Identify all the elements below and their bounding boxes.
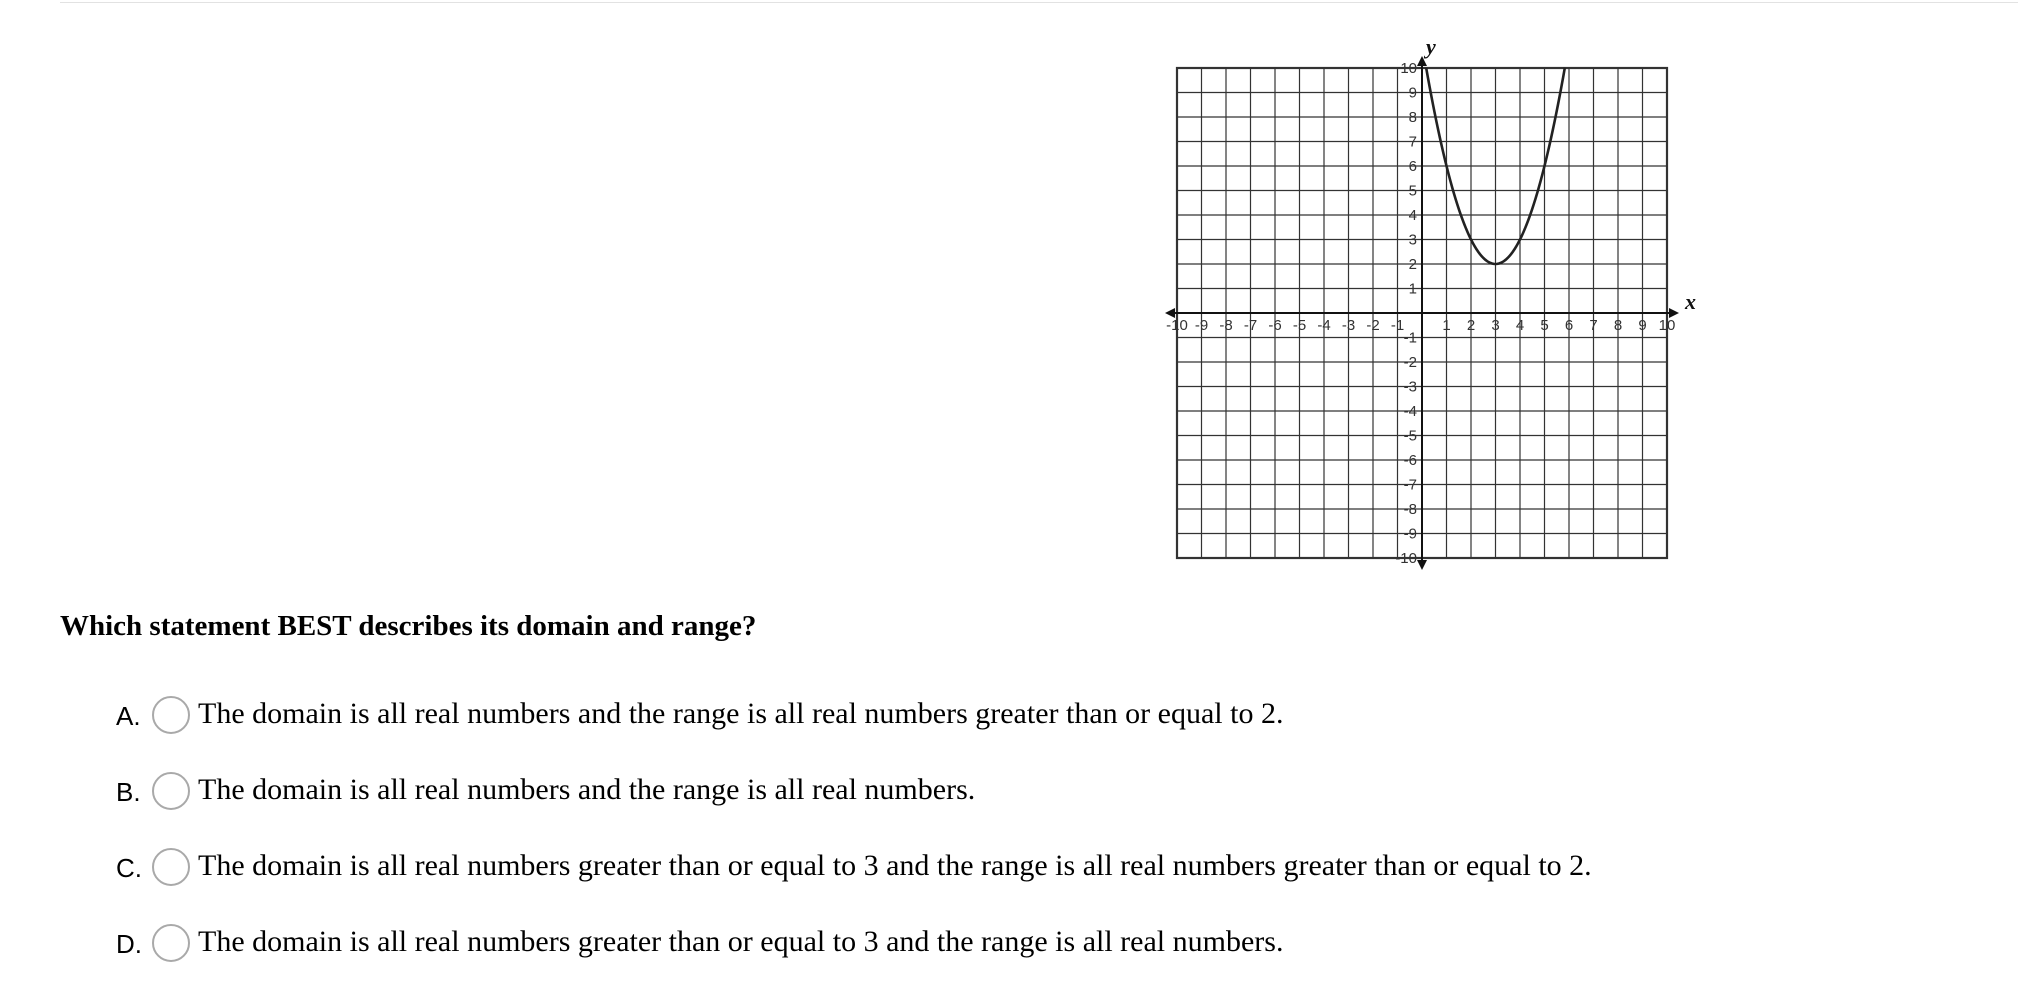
- x-tick-label: 1: [1442, 317, 1451, 334]
- top-divider: [60, 2, 2018, 3]
- y-tick-label: 9: [1408, 84, 1417, 102]
- option-d-letter: D.: [116, 929, 142, 959]
- x-tick-label: -4: [1317, 317, 1331, 334]
- y-tick-label: -2: [1403, 354, 1417, 371]
- y-tick-label: 5: [1408, 182, 1417, 200]
- x-tick-label: -3: [1341, 317, 1356, 334]
- x-tick-label: 10: [1658, 317, 1676, 334]
- option-a[interactable]: [116, 696, 1592, 772]
- x-tick-label: -6: [1268, 317, 1282, 334]
- y-tick-label: 6: [1408, 158, 1417, 175]
- option-c-radio[interactable]: [152, 848, 190, 886]
- y-tick-label: -4: [1403, 403, 1417, 420]
- y-tick-label: -5: [1403, 427, 1417, 445]
- option-d-text: The domain is all real numbers greater than or equal to 3 and the range is all real numbers.: [198, 925, 1284, 958]
- x-tick-label: -2: [1366, 317, 1380, 334]
- option-a-letter: A.: [116, 701, 141, 731]
- y-axis-arrow-down: [1417, 560, 1427, 570]
- coordinate-graph: [1150, 30, 1710, 570]
- y-tick-label: -6: [1403, 452, 1417, 469]
- x-tick-label: -7: [1243, 317, 1258, 334]
- option-a-radio[interactable]: [152, 696, 190, 734]
- y-tick-label: 4: [1408, 207, 1417, 224]
- x-tick-label: 2: [1466, 317, 1476, 334]
- y-tick-label: -9: [1403, 525, 1417, 543]
- option-c-letter: C.: [116, 853, 142, 883]
- y-tick-label: -8: [1403, 501, 1417, 518]
- y-axis-label: y: [1426, 34, 1436, 59]
- x-tick-label: -5: [1292, 317, 1307, 334]
- option-b-letter: B.: [116, 777, 141, 807]
- x-tick-label: 4: [1515, 317, 1525, 334]
- x-tick-label: 8: [1613, 317, 1623, 334]
- y-tick-label: 1: [1408, 280, 1417, 298]
- y-tick-label: -7: [1403, 476, 1417, 494]
- option-d-radio[interactable]: [152, 924, 190, 962]
- option-d[interactable]: [116, 924, 1592, 1000]
- x-tick-label: -1: [1390, 317, 1405, 334]
- option-a-text: The domain is all real numbers and the range is all real numbers greater than or equal to 2.: [198, 697, 1284, 730]
- x-tick-label: 3: [1491, 317, 1500, 334]
- x-tick-label: -9: [1194, 317, 1209, 334]
- x-tick-label: 9: [1638, 317, 1647, 334]
- graph-svg: [1150, 30, 1710, 570]
- y-tick-label: -3: [1403, 378, 1417, 396]
- option-b-text: The domain is all real numbers and the range is all real numbers.: [198, 773, 976, 806]
- x-tick-label: 7: [1589, 317, 1598, 334]
- x-tick-label: 6: [1564, 317, 1574, 334]
- option-c-text: The domain is all real numbers greater than or equal to 3 and the range is all real numbers greater than or equal to 2.: [198, 849, 1592, 882]
- x-tick-label: -8: [1219, 317, 1233, 334]
- y-tick-label: 7: [1408, 133, 1417, 151]
- option-c[interactable]: [116, 848, 1592, 924]
- y-tick-label: 8: [1408, 109, 1417, 126]
- y-tick-label: -1: [1403, 329, 1417, 347]
- answer-options: [116, 696, 1592, 1000]
- y-tick-label: 3: [1408, 231, 1417, 249]
- y-tick-label: 2: [1408, 256, 1417, 273]
- question-prompt: Which statement BEST describes its domain and range?: [60, 610, 757, 642]
- x-tick-label: 5: [1540, 317, 1549, 334]
- y-tick-label: -10: [1395, 550, 1417, 567]
- x-axis-label: x: [1685, 289, 1696, 314]
- x-tick-label: -10: [1166, 317, 1188, 334]
- option-b[interactable]: [116, 772, 1592, 848]
- option-b-radio[interactable]: [152, 772, 190, 810]
- y-tick-label: 10: [1400, 60, 1417, 77]
